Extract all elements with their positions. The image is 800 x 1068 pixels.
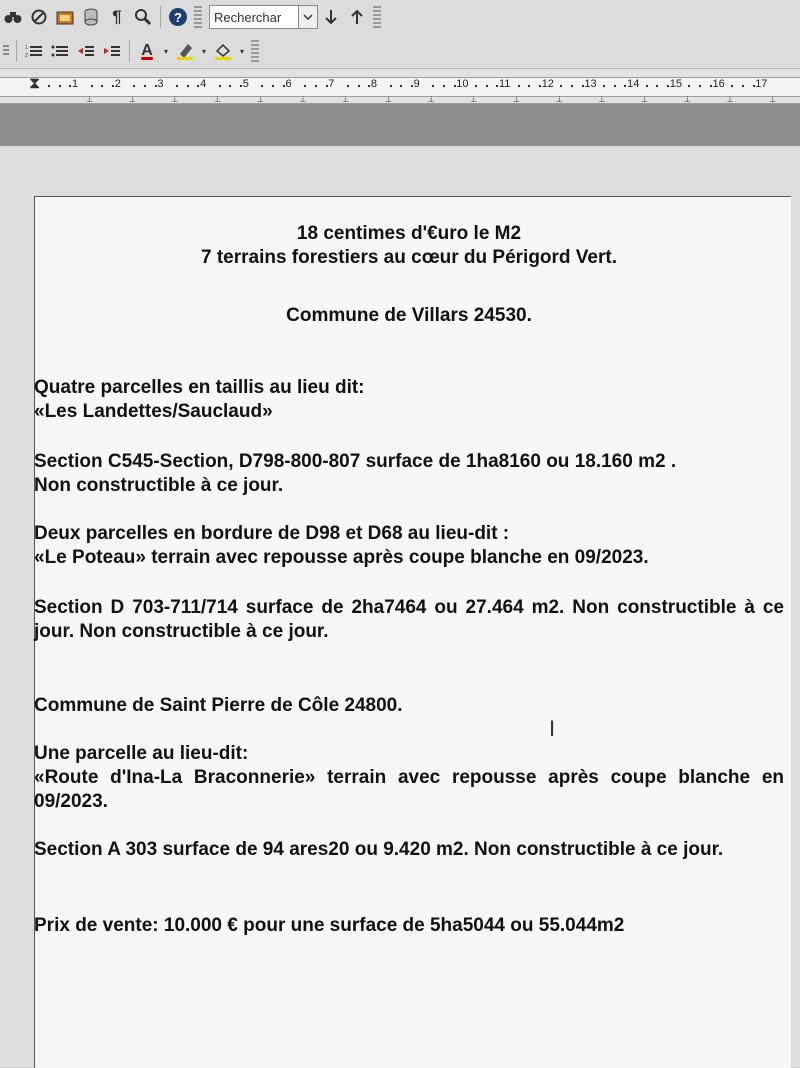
ruler-tick — [539, 85, 541, 87]
ruler-tick — [432, 85, 434, 87]
justify-icon[interactable] — [2, 40, 10, 62]
ruler-tick — [315, 85, 317, 87]
tab-stop-icon[interactable]: ⊥ — [256, 95, 264, 104]
lot2-place: «Le Poteau» terrain avec repousse après coupe blanche en 09/2023. — [34, 547, 649, 568]
ruler-tick — [144, 85, 146, 87]
ruler-tick — [358, 85, 360, 87]
ruler-tick — [475, 85, 477, 87]
ruler-tick — [699, 85, 701, 87]
ruler-number: 5 — [242, 78, 249, 90]
ruler-tick — [368, 85, 370, 87]
lot1-place: «Les Landettes/Sauclaud» — [34, 401, 273, 422]
ruler-tick — [219, 85, 221, 87]
tab-stop-icon[interactable]: ⊥ — [683, 95, 691, 104]
database-icon[interactable] — [80, 6, 102, 28]
ruler-tick — [656, 85, 658, 87]
ruler-number: 7 — [328, 78, 335, 90]
toolbar-grip[interactable] — [251, 40, 259, 62]
tab-stop-icon[interactable]: ⊥ — [769, 95, 777, 104]
ruler-number: 3 — [157, 78, 164, 90]
ruler-tick — [400, 85, 402, 87]
ruler-number: 8 — [370, 78, 378, 90]
ruler-number: 12 — [541, 78, 554, 90]
ruler-tick — [614, 85, 616, 87]
ruler-tick — [347, 85, 349, 87]
ruler-tick — [197, 85, 199, 87]
ruler-tick — [603, 85, 605, 87]
ruler-tick — [454, 85, 456, 87]
document-body[interactable] — [34, 222, 784, 938]
ruler-tick — [688, 85, 690, 87]
zoom-icon[interactable] — [132, 6, 154, 28]
ruler-number: 15 — [669, 78, 683, 90]
ruler-tick — [69, 85, 71, 87]
background-color-icon[interactable] — [212, 40, 234, 62]
tab-stop-icon[interactable]: ⊥ — [171, 95, 179, 104]
pilcrow-icon[interactable]: ¶ — [112, 7, 122, 26]
ruler-tick — [48, 85, 50, 87]
toolbar-grip[interactable] — [373, 6, 381, 28]
ruler-number: 14 — [627, 78, 640, 90]
tab-stop-icon[interactable]: ⊥ — [299, 95, 307, 104]
ruler-tick — [443, 85, 445, 87]
lot3-intro: Une parcelle au lieu-dit: — [34, 743, 249, 764]
toolbar-grip[interactable] — [194, 6, 202, 28]
ruler-tick — [272, 85, 274, 87]
find-toolbar-box[interactable] — [209, 5, 318, 29]
ruler-number: 1 — [72, 78, 79, 90]
highlight-icon[interactable] — [174, 40, 196, 62]
numbered-list-icon[interactable] — [23, 40, 45, 62]
tab-stop-icon[interactable]: ⊥ — [342, 95, 350, 104]
gray-band — [0, 104, 800, 146]
find-prev-icon[interactable] — [346, 6, 368, 28]
standard-toolbar — [0, 0, 800, 35]
indent-marker-icon[interactable]: ⧗ — [29, 75, 41, 92]
ruler-tick — [155, 85, 157, 87]
svg-text:2: 2 — [25, 53, 28, 58]
ruler-tick — [486, 85, 488, 87]
ruler-tick — [133, 85, 135, 87]
increase-indent-icon[interactable] — [101, 40, 123, 62]
lot1-section: Section C545-Section, D798-800-807 surface de 1ha8160 ou 18.160 m2 . — [34, 451, 677, 472]
decrease-indent-icon[interactable] — [75, 40, 97, 62]
ruler-tick — [731, 85, 733, 87]
ruler-number: 9 — [413, 78, 420, 90]
tab-stop-icon[interactable]: ⊥ — [641, 95, 649, 104]
ruler-number: 11 — [499, 78, 511, 90]
toolbar-separator — [129, 40, 130, 62]
ruler-tick — [528, 85, 530, 87]
find-next-icon[interactable] — [320, 6, 342, 28]
font-color-dropdown-icon[interactable]: ▾ — [163, 46, 168, 56]
tab-stop-icon[interactable]: ⊥ — [470, 95, 478, 104]
ruler-tick — [91, 85, 93, 87]
ruler-tick — [240, 85, 242, 87]
ruler-number: 13 — [584, 78, 597, 90]
lot1-status: Non constructible à ce jour. — [34, 475, 284, 496]
tab-stop-icon[interactable]: ⊥ — [598, 95, 606, 104]
bullet-list-icon[interactable] — [49, 40, 71, 62]
ruler-number: 4 — [200, 78, 207, 90]
binoculars-icon[interactable] — [2, 6, 24, 28]
tab-stop-icon[interactable]: ⊥ — [214, 95, 222, 104]
tab-stop-icon[interactable]: ⊥ — [384, 95, 392, 104]
ruler-tick — [496, 85, 498, 87]
ruler-tick — [624, 85, 626, 87]
lot3-section: Section A 303 surface de 94 ares20 ou 9.420 m2. Non constructible à ce jour. — [34, 839, 724, 860]
ruler-tick — [261, 85, 263, 87]
ruler-tick — [518, 85, 520, 87]
ruler-number: 17 — [755, 78, 768, 90]
ruler-number: 2 — [114, 78, 121, 90]
tab-stop-icon[interactable]: ⊥ — [86, 95, 93, 104]
ruler-tick — [560, 85, 562, 87]
ruler-tick — [710, 85, 712, 87]
font-color-icon[interactable]: A — [141, 42, 153, 59]
tab-stop-icon[interactable]: ⊥ — [427, 95, 435, 104]
search-dropdown-button[interactable] — [298, 6, 317, 28]
ruler-tick — [667, 85, 669, 87]
tab-stop-icon[interactable]: ⊥ — [555, 95, 563, 104]
ruler-tick — [646, 85, 648, 87]
background-dropdown-icon[interactable]: ▾ — [239, 46, 244, 56]
lot3-place: «Route d'Ina-La Braconnerie» terrain avec repousse après coupe blanche en 09/2023. — [34, 767, 784, 812]
ruler-tick — [304, 85, 306, 87]
formatting-toolbar — [0, 34, 800, 69]
text-cursor-icon: I — [549, 716, 556, 741]
ruler-tick — [101, 85, 103, 87]
ruler-number: 10 — [456, 78, 469, 90]
lot2-intro: Deux parcelles en bordure de D98 et D68 au lieu-dit : — [34, 523, 510, 544]
horizontal-ruler[interactable] — [0, 69, 800, 104]
search-input[interactable] — [210, 8, 298, 26]
ruler-tick — [742, 85, 744, 87]
ruler-tick — [283, 85, 285, 87]
ruler-tick — [390, 85, 392, 87]
help-button[interactable] — [167, 6, 189, 28]
ruler-tick — [59, 85, 61, 87]
lot1-intro: Quatre parcelles en taillis au lieu dit: — [34, 377, 365, 398]
sale-price: Prix de vente: 10.000 € pour une surface de 5ha5044 ou 55.044m2 — [34, 915, 625, 936]
ruler-number: 16 — [712, 78, 725, 90]
title-line-1: 18 centimes d'€uro le M2 — [296, 223, 522, 244]
ruler-tick — [229, 85, 231, 87]
highlight-dropdown-icon[interactable]: ▾ — [201, 46, 206, 56]
help-icon: ? — [169, 8, 187, 26]
ruler-tick — [571, 85, 573, 87]
title-line-2: 7 terrains forestiers au cœur du Périgord Vert. — [200, 247, 617, 268]
ruler-tick — [753, 85, 755, 87]
tab-stop-icon[interactable]: ⊥ — [513, 95, 520, 104]
commune-villars-heading: Commune de Villars 24530. — [286, 305, 532, 326]
ruler-tick — [112, 85, 114, 87]
lot2-section: Section D 703-711/714 surface de 2ha7464 ou 27.464 m2. Non constructible à ce jour. Non constructible à ce jour. — [34, 597, 784, 642]
ruler-tick — [582, 85, 584, 87]
tab-stop-icon[interactable]: ⊥ — [726, 95, 734, 104]
tab-stop-icon[interactable]: ⊥ — [128, 95, 136, 104]
image-icon[interactable] — [54, 6, 76, 28]
ruler-tick — [411, 85, 413, 87]
ruler-tick — [326, 85, 328, 87]
svg-text:1: 1 — [25, 45, 28, 51]
commune-saint-pierre-heading: Commune de Saint Pierre de Côle 24800. — [34, 695, 403, 716]
ruler-tick — [187, 85, 189, 87]
toolbar-separator — [160, 6, 161, 28]
no-format-icon[interactable] — [28, 6, 50, 28]
ruler-tick — [176, 85, 178, 87]
toolbar-separator — [16, 40, 17, 62]
ruler-number: 6 — [285, 78, 292, 90]
